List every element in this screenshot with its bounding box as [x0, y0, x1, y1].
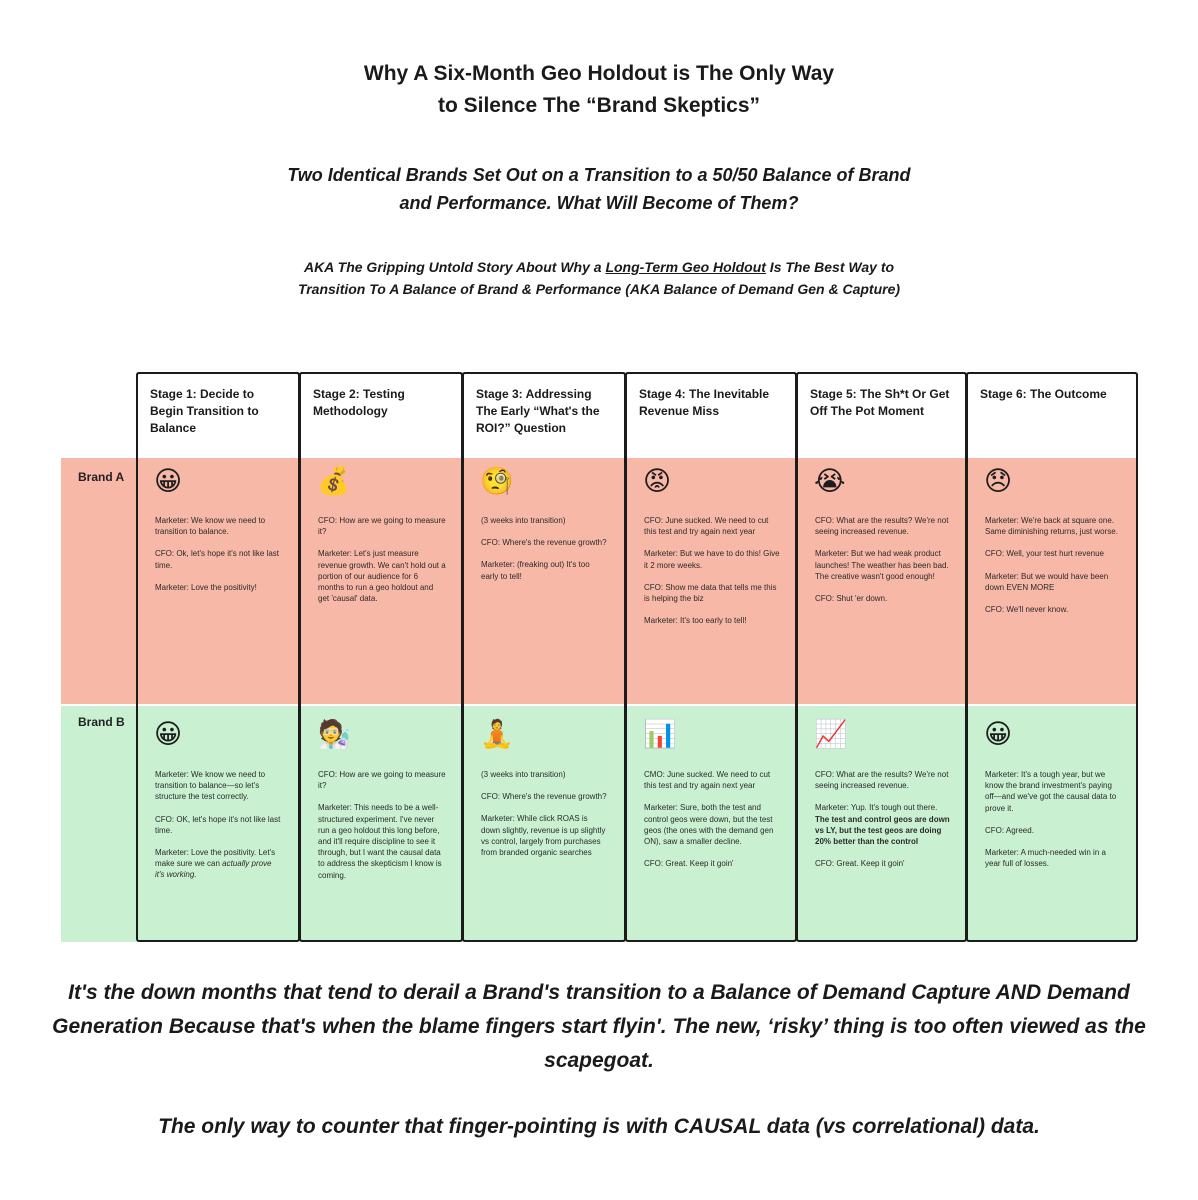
dialogue-line: CFO: What are the results? We're not seeing increased revenue. — [815, 516, 949, 537]
brand-b-stage-3-dialogue — [481, 769, 609, 869]
crying-face-icon: 😭 — [814, 466, 846, 497]
dialogue-line: Marketer: This needs to be a well-structured experiment. I've never run a geo holdout this long before, and it'll require discipline to see it through, but I want the causal data to address the skepticism I know is coming. — [318, 803, 442, 880]
dialogue-line: CFO: How are we going to measure it? — [318, 770, 446, 791]
brand-a-stage-5-dialogue — [815, 515, 950, 615]
dialogue-line — [815, 802, 950, 847]
dialogue-line: CFO: Well, your test hurt revenue — [985, 549, 1105, 559]
dialogue-text: Marketer: Love the positivity. Let's make sure we can — [155, 848, 276, 869]
dialogue-line: Marketer: It's too early to tell! — [644, 616, 747, 626]
bold-result-text: The test and control geos are down vs LY, but the test geos are doing 20% better than the control — [815, 814, 950, 847]
meditation-icon: 🧘 — [480, 719, 514, 750]
dialogue-line: CFO: Agreed. — [985, 825, 1034, 835]
dialogue-line: CFO: Great. Keep it goin' — [644, 859, 734, 869]
angry-face-icon: 😡 — [643, 466, 672, 497]
aka-text-before: AKA The Gripping Untold Story About Why a — [303, 259, 606, 275]
dialogue-line: Marketer: But we had weak product launches! The weather has been bad. The creative wasn't good enough! — [815, 549, 949, 581]
dialogue-text: Marketer: Yup. It's tough out there. — [815, 803, 938, 813]
brand-b-stage-4-dialogue — [644, 769, 780, 880]
aka-caption — [0, 256, 1198, 300]
dialogue-line: CFO: Show me data that tells me this is helping the biz — [644, 582, 777, 604]
dialogue-line: CFO: June sucked. We need to cut this test and try again next year — [644, 516, 769, 537]
brand-b-stage-5-dialogue — [815, 769, 950, 880]
aka-line-2: Transition To A Balance of Brand & Performance (AKA Balance of Demand Gen & Capture) — [297, 281, 901, 297]
dialogue-line: Marketer: Sure, both the test and control geos were down, but the test geos (the ones with the demand gen ON), saw a smaller decline. — [644, 803, 774, 847]
dialogue-line: Marketer: A much-needed win in a year full of losses. — [985, 848, 1106, 869]
monocle-face-icon: 🧐 — [480, 466, 514, 497]
dialogue-line: Marketer: It's a tough year, but we know the brand investment's paying off—and we've got the causal data to prove it. — [985, 770, 1117, 813]
scientist-icon: 🧑‍🔬 — [317, 719, 351, 750]
geo-holdout-link[interactable]: Long-Term Geo Holdout — [605, 259, 766, 275]
dialogue-line: Marketer: Let's just measure revenue growth. We can't hold out a portion of our audience for 6 months to run a geo holdout and get 'causal' data. — [318, 549, 446, 604]
grinning-face-icon: 😀 — [154, 466, 183, 497]
dialogue-line: CFO: How are we going to measure it? — [318, 516, 446, 537]
dialogue-line: Marketer: We know we need to transition to balance—so let's structure the test correctly. — [155, 770, 266, 802]
money-bag-icon: 💰 — [317, 466, 351, 497]
brand-a-stage-3-dialogue — [481, 515, 609, 593]
closing-conclusion: The only way to counter that finger-pointing is with CAUSAL data (vs correlational) data. — [158, 1115, 1040, 1138]
dialogue-line: Marketer: We're back at square one. Same diminishing returns, just worse. — [985, 516, 1118, 537]
dialogue-line: Marketer: While click ROAS is down slightly, revenue is up slightly vs control, largely from purchases from branded organic searches — [481, 814, 606, 858]
page-subtitle-line-2: and Performance. What Will Become of Them? — [399, 193, 799, 213]
brand-a-stage-2-dialogue — [318, 515, 446, 615]
disappointed-face-icon: 😞 — [984, 466, 1013, 497]
brand-a-stage-6-dialogue — [985, 515, 1121, 626]
dialogue-line: CFO: We'll never know. — [985, 605, 1069, 615]
grinning-face-icon: 😀 — [984, 719, 1013, 750]
aka-text-after: Is The Best Way to — [765, 259, 895, 275]
stage-header-6: Stage 6: The Outcome — [966, 372, 1138, 458]
brand-b-stage-1-dialogue — [155, 769, 283, 892]
stage-header-4: Stage 4: The Inevitable Revenue Miss — [625, 372, 797, 458]
dialogue-line: Marketer: (freaking out) It's too early to tell! — [481, 560, 590, 581]
dialogue-line: (3 weeks into transition) — [481, 516, 566, 525]
brand-b-stage-2-dialogue — [318, 769, 446, 892]
dialogue-line: CFO: Shut 'er down. — [815, 594, 888, 604]
page-title-line-1: Why A Six-Month Geo Holdout is The Only Way — [363, 62, 835, 85]
grinning-face-icon: 😀 — [154, 719, 183, 750]
chart-increasing-icon: 📈 — [814, 719, 848, 750]
brand-b-stage-6-dialogue — [985, 769, 1121, 880]
page-subtitle-line-1: Two Identical Brands Set Out on a Transition to a 50/50 Balance of Brand — [287, 165, 911, 185]
dialogue-line: Marketer: Love the positivity! — [155, 582, 257, 592]
dialogue-line: CFO: Where's the revenue growth? — [481, 792, 607, 802]
closing-paragraph: It's the down months that tend to derail a Brand's transition to a Balance of Demand Capture AND Demand Generation Because that's when the blame fingers start flyin'. The new, ‘risky’ thing is too often viewed as the scapegoat. — [52, 981, 1146, 1072]
dialogue-line: Marketer: We know we need to transition to balance. — [155, 516, 266, 537]
dialogue-line: Marketer: But we have to do this! Give it 2 more weeks. — [644, 549, 780, 570]
dialogue-line — [155, 847, 283, 881]
stage-header-2: Stage 2: Testing Methodology — [299, 372, 463, 458]
dialogue-line: CFO: OK, let's hope it's not like last time. — [155, 814, 281, 835]
page-title-line-2: to Silence The “Brand Skeptics” — [437, 94, 761, 117]
dialogue-line: CFO: What are the results? We're not seeing increased revenue. — [815, 770, 949, 791]
page-title — [0, 58, 1198, 122]
brand-a-stage-4-dialogue — [644, 515, 780, 637]
dialogue-line: Marketer: But we would have been down EVEN MORE — [985, 571, 1109, 592]
stage-header-5: Stage 5: The Sh*t Or Get Off The Pot Moment — [796, 372, 967, 458]
brand-a-stage-1-dialogue — [155, 515, 283, 604]
dialogue-line: (3 weeks into transition) — [481, 770, 566, 779]
stage-header-3: Stage 3: Addressing The Early “What's the ROI?” Question — [462, 372, 626, 458]
stage-header-1: Stage 1: Decide to Begin Transition to Balance — [136, 372, 300, 458]
dialogue-line: CFO: Ok, let's hope it's not like last time. — [155, 549, 279, 570]
dialogue-line: CMO: June sucked. We need to cut this test and try again next year — [644, 770, 771, 791]
emphasis-text: actually prove it's working. — [155, 859, 272, 880]
page-subtitle — [0, 161, 1198, 217]
brand-b-label: Brand B — [78, 715, 125, 729]
brand-a-label: Brand A — [78, 470, 125, 484]
dialogue-line: CFO: Great. Keep it goin' — [815, 859, 905, 869]
bar-chart-icon: 📊 — [643, 719, 677, 750]
dialogue-line: CFO: Where's the revenue growth? — [481, 538, 607, 548]
